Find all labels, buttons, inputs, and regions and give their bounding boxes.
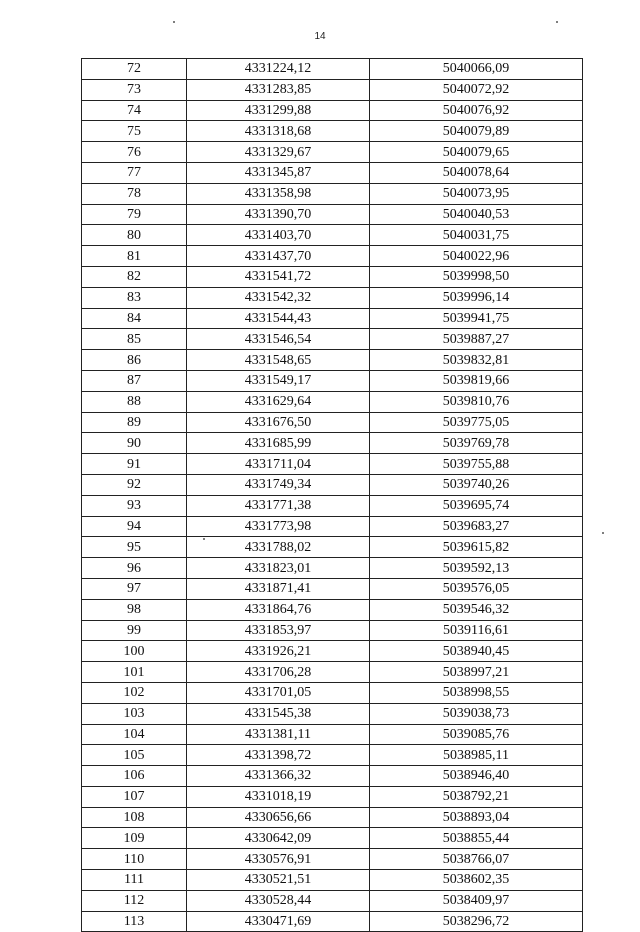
x-coordinate-cell: 4331403,70 [187,225,370,246]
x-coordinate-cell: 4331545,38 [187,703,370,724]
coordinates-table-body [82,59,583,932]
table-row [82,703,583,724]
table-row [82,266,583,287]
y-coordinate-cell: 5040079,65 [370,142,583,163]
table-row [82,162,583,183]
y-coordinate-cell: 5039116,61 [370,620,583,641]
point-number-cell: 96 [82,558,187,579]
table-row [82,537,583,558]
table-row [82,59,583,80]
y-coordinate-cell: 5038296,72 [370,911,583,932]
y-coordinate-cell: 5038940,45 [370,641,583,662]
y-coordinate-cell: 5040072,92 [370,79,583,100]
point-number-cell: 102 [82,682,187,703]
y-coordinate-cell: 5039887,27 [370,329,583,350]
table-row [82,287,583,308]
point-number-cell: 82 [82,266,187,287]
point-number-cell: 80 [82,225,187,246]
point-number-cell: 104 [82,724,187,745]
x-coordinate-cell: 4330471,69 [187,911,370,932]
table-row [82,578,583,599]
table-row [82,849,583,870]
point-number-cell: 81 [82,246,187,267]
point-number-cell: 112 [82,890,187,911]
y-coordinate-cell: 5039038,73 [370,703,583,724]
scan-speck [556,21,558,23]
x-coordinate-cell: 4331773,98 [187,516,370,537]
table-row [82,142,583,163]
y-coordinate-cell: 5038997,21 [370,662,583,683]
table-row [82,495,583,516]
table-row [82,620,583,641]
point-number-cell: 85 [82,329,187,350]
y-coordinate-cell: 5038409,97 [370,890,583,911]
x-coordinate-cell: 4331676,50 [187,412,370,433]
point-number-cell: 84 [82,308,187,329]
y-coordinate-cell: 5038985,11 [370,745,583,766]
x-coordinate-cell: 4331926,21 [187,641,370,662]
table-row [82,350,583,371]
table-row [82,890,583,911]
point-number-cell: 90 [82,433,187,454]
x-coordinate-cell: 4331771,38 [187,495,370,516]
y-coordinate-cell: 5039695,74 [370,495,583,516]
page-number: 14 [314,31,326,42]
x-coordinate-cell: 4331542,32 [187,287,370,308]
table-row [82,308,583,329]
x-coordinate-cell: 4331437,70 [187,246,370,267]
y-coordinate-cell: 5039769,78 [370,433,583,454]
point-number-cell: 113 [82,911,187,932]
point-number-cell: 86 [82,350,187,371]
table-row [82,641,583,662]
point-number-cell: 100 [82,641,187,662]
table-row [82,370,583,391]
table-row [82,807,583,828]
point-number-cell: 83 [82,287,187,308]
table-row [82,454,583,475]
x-coordinate-cell: 4330656,66 [187,807,370,828]
x-coordinate-cell: 4331299,88 [187,100,370,121]
table-row [82,225,583,246]
x-coordinate-cell: 4331546,54 [187,329,370,350]
point-number-cell: 107 [82,786,187,807]
y-coordinate-cell: 5039755,88 [370,454,583,475]
x-coordinate-cell: 4331283,85 [187,79,370,100]
table-row [82,391,583,412]
point-number-cell: 93 [82,495,187,516]
point-number-cell: 94 [82,516,187,537]
point-number-cell: 91 [82,454,187,475]
table-row [82,516,583,537]
y-coordinate-cell: 5040079,89 [370,121,583,142]
x-coordinate-cell: 4331549,17 [187,370,370,391]
table-row [82,766,583,787]
scan-speck [173,21,175,23]
y-coordinate-cell: 5039615,82 [370,537,583,558]
x-coordinate-cell: 4331358,98 [187,183,370,204]
y-coordinate-cell: 5039683,27 [370,516,583,537]
x-coordinate-cell: 4331390,70 [187,204,370,225]
x-coordinate-cell: 4330528,44 [187,890,370,911]
x-coordinate-cell: 4330576,91 [187,849,370,870]
x-coordinate-cell: 4331366,32 [187,766,370,787]
x-coordinate-cell: 4331629,64 [187,391,370,412]
point-number-cell: 78 [82,183,187,204]
table-row [82,79,583,100]
x-coordinate-cell: 4331823,01 [187,558,370,579]
y-coordinate-cell: 5040031,75 [370,225,583,246]
y-coordinate-cell: 5039996,14 [370,287,583,308]
x-coordinate-cell: 4331711,04 [187,454,370,475]
y-coordinate-cell: 5038766,07 [370,849,583,870]
y-coordinate-cell: 5039998,50 [370,266,583,287]
table-row [82,786,583,807]
y-coordinate-cell: 5040078,64 [370,162,583,183]
table-row [82,121,583,142]
x-coordinate-cell: 4331706,28 [187,662,370,683]
y-coordinate-cell: 5039775,05 [370,412,583,433]
x-coordinate-cell: 4331871,41 [187,578,370,599]
table-row [82,724,583,745]
x-coordinate-cell: 4331345,87 [187,162,370,183]
x-coordinate-cell: 4331224,12 [187,59,370,80]
y-coordinate-cell: 5039085,76 [370,724,583,745]
point-number-cell: 73 [82,79,187,100]
point-number-cell: 92 [82,474,187,495]
point-number-cell: 79 [82,204,187,225]
x-coordinate-cell: 4331548,65 [187,350,370,371]
y-coordinate-cell: 5039832,81 [370,350,583,371]
y-coordinate-cell: 5039740,26 [370,474,583,495]
table-row [82,662,583,683]
table-row [82,433,583,454]
table-row [82,682,583,703]
y-coordinate-cell: 5040076,92 [370,100,583,121]
table-row [82,828,583,849]
x-coordinate-cell: 4331541,72 [187,266,370,287]
point-number-cell: 74 [82,100,187,121]
point-number-cell: 103 [82,703,187,724]
x-coordinate-cell: 4331318,68 [187,121,370,142]
table-row [82,412,583,433]
table-row [82,599,583,620]
y-coordinate-cell: 5040073,95 [370,183,583,204]
y-coordinate-cell: 5039576,05 [370,578,583,599]
x-coordinate-cell: 4330521,51 [187,870,370,891]
x-coordinate-cell: 4331853,97 [187,620,370,641]
point-number-cell: 72 [82,59,187,80]
x-coordinate-cell: 4331018,19 [187,786,370,807]
point-number-cell: 89 [82,412,187,433]
x-coordinate-cell: 4331701,05 [187,682,370,703]
table-row [82,183,583,204]
point-number-cell: 105 [82,745,187,766]
x-coordinate-cell: 4331398,72 [187,745,370,766]
table-row [82,870,583,891]
point-number-cell: 77 [82,162,187,183]
x-coordinate-cell: 4331329,67 [187,142,370,163]
point-number-cell: 97 [82,578,187,599]
table-row [82,474,583,495]
point-number-cell: 109 [82,828,187,849]
x-coordinate-cell: 4331864,76 [187,599,370,620]
y-coordinate-cell: 5038602,35 [370,870,583,891]
point-number-cell: 88 [82,391,187,412]
point-number-cell: 99 [82,620,187,641]
y-coordinate-cell: 5039592,13 [370,558,583,579]
y-coordinate-cell: 5039941,75 [370,308,583,329]
table-row [82,246,583,267]
y-coordinate-cell: 5039546,32 [370,599,583,620]
scan-speck [602,532,604,534]
point-number-cell: 106 [82,766,187,787]
y-coordinate-cell: 5038893,04 [370,807,583,828]
point-number-cell: 110 [82,849,187,870]
point-number-cell: 111 [82,870,187,891]
x-coordinate-cell: 4331381,11 [187,724,370,745]
y-coordinate-cell: 5038792,21 [370,786,583,807]
point-number-cell: 108 [82,807,187,828]
x-coordinate-cell: 4330642,09 [187,828,370,849]
point-number-cell: 87 [82,370,187,391]
table-row [82,911,583,932]
point-number-cell: 75 [82,121,187,142]
point-number-cell: 95 [82,537,187,558]
y-coordinate-cell: 5039810,76 [370,391,583,412]
table-row [82,100,583,121]
y-coordinate-cell: 5040040,53 [370,204,583,225]
point-number-cell: 98 [82,599,187,620]
coordinates-table [81,58,583,932]
y-coordinate-cell: 5039819,66 [370,370,583,391]
x-coordinate-cell: 4331685,99 [187,433,370,454]
point-number-cell: 76 [82,142,187,163]
table-row [82,745,583,766]
y-coordinate-cell: 5038855,44 [370,828,583,849]
x-coordinate-cell: 4331788,02 [187,537,370,558]
y-coordinate-cell: 5040066,09 [370,59,583,80]
table-row [82,558,583,579]
x-coordinate-cell: 4331749,34 [187,474,370,495]
table-row [82,329,583,350]
x-coordinate-cell: 4331544,43 [187,308,370,329]
table-row [82,204,583,225]
y-coordinate-cell: 5038998,55 [370,682,583,703]
point-number-cell: 101 [82,662,187,683]
y-coordinate-cell: 5038946,40 [370,766,583,787]
y-coordinate-cell: 5040022,96 [370,246,583,267]
